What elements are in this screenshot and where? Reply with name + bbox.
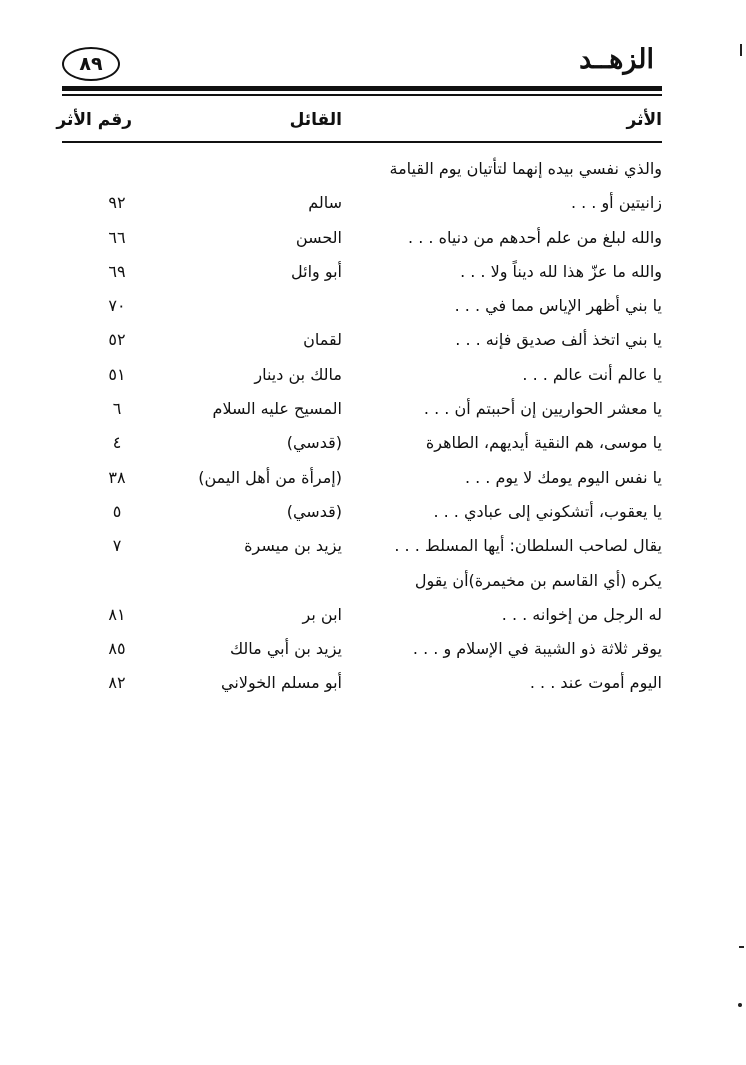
scan-edge-mark-middle	[739, 946, 744, 948]
speaker: (قدسي)	[286, 433, 342, 453]
athar-number: ٨١	[108, 604, 126, 624]
athar-number: ٧	[112, 536, 122, 556]
table-row	[62, 461, 662, 495]
table-row	[62, 564, 662, 598]
athar-number: ٦	[112, 399, 122, 419]
athar-text: يا نفس اليوم يومك لا يوم . . .	[464, 467, 662, 487]
athar-number: ٤	[112, 433, 122, 453]
athar-number: ٥	[112, 501, 122, 521]
athar-text: يقال لصاحب السلطان: أيها المسلط . . .	[394, 536, 662, 556]
speaker: أبو مسلم الخولاني	[221, 673, 342, 693]
speaker: ابن بر	[302, 604, 342, 624]
table-row	[62, 392, 662, 426]
column-header-athar: الأثر	[626, 110, 662, 130]
athar-number: ٦٦	[108, 227, 126, 247]
athar-text: يا موسى، هم النقية أيديهم، الطاهرة	[425, 433, 662, 453]
athar-number: ٦٩	[108, 261, 126, 281]
table-row	[62, 358, 662, 392]
column-header-qail: القائل	[289, 110, 342, 130]
table-row	[62, 426, 662, 460]
table-row	[62, 255, 662, 289]
running-title: الزهــد	[579, 44, 654, 75]
scan-edge-mark-bottom	[738, 1003, 742, 1007]
athar-number: ٣٨	[108, 467, 126, 487]
athar-text: يكره (أي القاسم بن مخيمرة)أن يقول	[414, 570, 662, 590]
speaker: مالك بن دينار	[254, 364, 342, 384]
table-row	[62, 598, 662, 632]
athar-text: والذي نفسي بيده إنهما لتأتيان يوم القيامة	[389, 159, 662, 178]
athar-number: ٩٢	[108, 193, 126, 213]
table-row	[62, 495, 662, 529]
athar-text: اليوم أموت عند . . .	[529, 673, 662, 693]
athar-number: ٨٢	[108, 673, 126, 693]
column-header-number: رقم الأثر	[56, 110, 132, 130]
athar-number: ٨٥	[108, 639, 126, 659]
index-table	[62, 152, 662, 701]
table-row	[62, 186, 662, 220]
athar-text: يا يعقوب، أتشكوني إلى عبادي . . .	[433, 501, 662, 521]
athar-text: يا بني اتخذ ألف صديق فإنه . . .	[455, 330, 662, 350]
athar-text: له الرجل من إخوانه . . .	[501, 604, 662, 624]
athar-text: يا عالم أنت عالم . . .	[522, 364, 662, 384]
header-rule-thin	[62, 94, 662, 96]
athar-text: زانيتين أو . . .	[570, 193, 662, 213]
scan-edge-mark-top	[740, 44, 742, 56]
page-number: ٨٩	[79, 52, 103, 75]
athar-number: ٧٠	[108, 296, 126, 316]
athar-text: والله لبلغ من علم أحدهم من دنياه . . .	[408, 227, 662, 247]
table-row	[62, 323, 662, 357]
column-header-rule	[62, 141, 662, 143]
athar-number: ٥١	[108, 364, 126, 384]
table-row	[62, 289, 662, 323]
athar-text: يا معشر الحواريين إن أحببتم أن . . .	[423, 399, 662, 419]
table-row	[62, 221, 662, 255]
athar-number: ٥٢	[108, 330, 126, 350]
table-row	[62, 632, 662, 666]
athar-text: والله ما عزّ هذا لله ديناً ولا . . .	[460, 261, 662, 281]
athar-text: يوقر ثلاثة ذو الشيبة في الإسلام و . . .	[412, 639, 662, 659]
speaker: الحسن	[295, 227, 342, 247]
page-number-badge	[62, 47, 120, 81]
table-row	[62, 152, 662, 186]
speaker: يزيد بن أبي مالك	[229, 639, 342, 659]
speaker: (إمرأة من أهل اليمن)	[198, 467, 342, 487]
speaker: المسيح عليه السلام	[212, 399, 342, 419]
header-rule-thick	[62, 86, 662, 91]
table-row	[62, 529, 662, 563]
speaker: (قدسي)	[286, 501, 342, 521]
athar-text: يا بني أظهر الإياس مما في . . .	[454, 296, 662, 316]
speaker: سالم	[308, 193, 342, 213]
table-row	[62, 666, 662, 700]
speaker: أبو وائل	[291, 261, 342, 281]
speaker: يزيد بن ميسرة	[244, 536, 342, 556]
speaker: لقمان	[303, 330, 342, 350]
